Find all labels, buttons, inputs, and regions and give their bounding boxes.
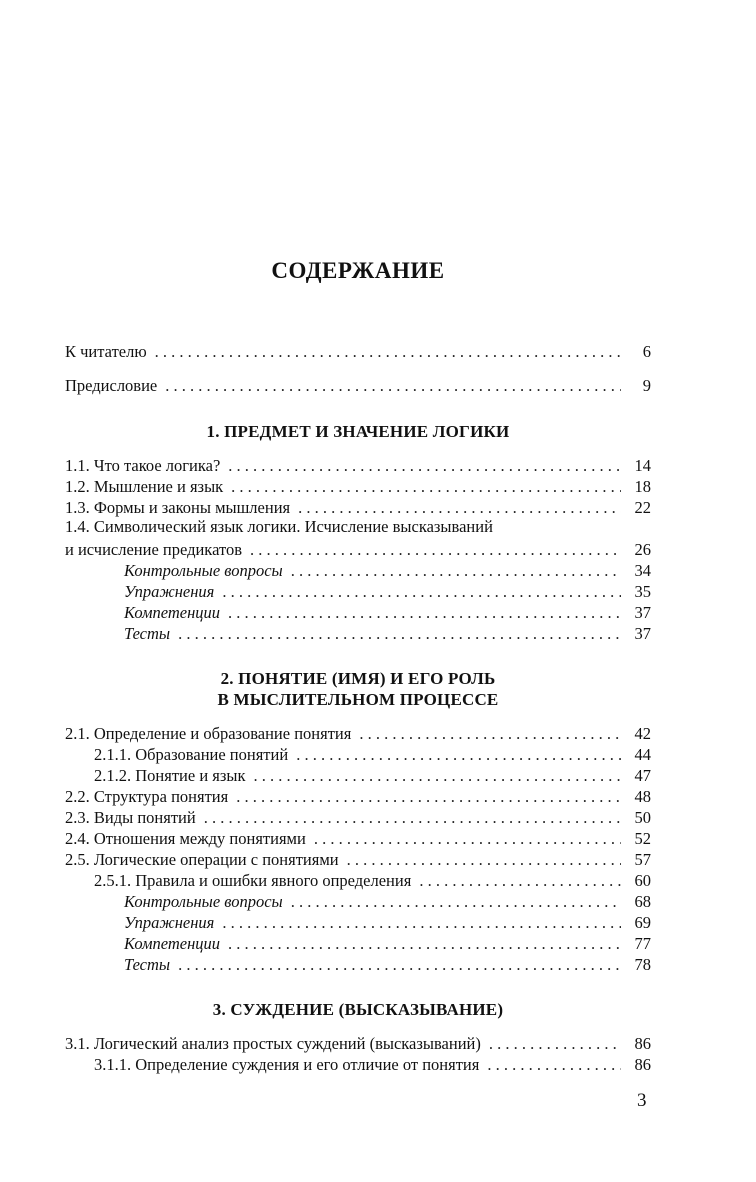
toc-entry-label: 2.1. Определение и образование понятия	[65, 724, 352, 743]
toc-entry[interactable]	[65, 1034, 651, 1054]
toc-entry-tests[interactable]	[124, 955, 651, 975]
toc-entry-competencies[interactable]	[124, 934, 651, 954]
toc-entry[interactable]	[65, 829, 651, 849]
dot-leader	[178, 955, 621, 975]
toc-entry[interactable]	[65, 787, 651, 807]
dot-leader	[347, 850, 621, 870]
toc-entry-control-questions[interactable]	[124, 561, 651, 581]
dot-leader	[228, 934, 621, 954]
dot-leader	[298, 498, 621, 518]
toc-entry-to-reader[interactable]	[65, 342, 651, 362]
toc-entry-label: 3.1. Логический анализ простых суждений (высказываний)	[65, 1034, 481, 1053]
dot-leader	[487, 1055, 621, 1075]
toc-entry-control-questions[interactable]	[124, 892, 651, 912]
toc-entry[interactable]	[94, 745, 651, 765]
dot-leader	[204, 808, 621, 828]
toc-entry-exercises[interactable]	[124, 582, 651, 602]
toc-entry-label: 1.1. Что такое логика?	[65, 456, 221, 475]
toc-entry[interactable]	[65, 456, 651, 476]
toc-entry-page: 37	[634, 624, 651, 643]
toc-entry-page: 50	[634, 808, 651, 827]
toc-entry-label: Контрольные вопросы	[124, 561, 283, 580]
toc-entry-label: Предисловие	[65, 376, 158, 395]
toc-entry[interactable]	[65, 850, 651, 870]
toc-entry-page: 86	[634, 1034, 651, 1053]
toc-entry-label: 2.5.1. Правила и ошибки явного определения	[94, 871, 412, 890]
toc-entry-page: 48	[634, 787, 651, 806]
toc-entry-label: Тесты	[124, 624, 171, 643]
toc-entry-label: 2.1.2. Понятие и язык	[94, 766, 246, 785]
dot-leader	[296, 745, 621, 765]
toc-entry[interactable]	[94, 871, 651, 891]
toc-entry[interactable]	[65, 724, 651, 744]
toc-entry-label: 3.1.1. Определение суждения и его отличие от понятия	[94, 1055, 480, 1074]
toc-entry-label: Упражнения	[124, 582, 215, 601]
section-heading-3: 3. СУЖДЕНИЕ (ВЫСКАЗЫВАНИЕ)	[212, 1000, 504, 1019]
toc-entry-page: 26	[634, 540, 651, 559]
toc-entry-page: 68	[634, 892, 651, 911]
dot-leader	[314, 829, 621, 849]
toc-entry-page: 18	[634, 477, 651, 496]
toc-entry-page: 42	[634, 724, 651, 743]
dot-leader	[231, 477, 621, 497]
toc-entry-label-line1[interactable]: 1.4. Символический язык логики. Исчисление высказываний	[65, 517, 493, 536]
toc-entry-page: 35	[634, 582, 651, 601]
page-number: 3	[637, 1090, 647, 1111]
dot-leader	[359, 724, 621, 744]
dot-leader	[250, 540, 621, 560]
toc-entry-label: 2.5. Логические операции с понятиями	[65, 850, 339, 869]
dot-leader	[228, 603, 621, 623]
dot-leader	[291, 892, 621, 912]
toc-entry-label: 1.2. Мышление и язык	[65, 477, 224, 496]
toc-entry-page: 34	[634, 561, 651, 580]
toc-entry-page: 14	[634, 456, 651, 475]
toc-entry-page: 86	[634, 1055, 651, 1074]
dot-leader	[222, 913, 621, 933]
page-title: СОДЕРЖАНИЕ	[271, 258, 445, 283]
toc-entry[interactable]	[94, 1055, 651, 1075]
toc-entry-tests[interactable]	[124, 624, 651, 644]
dot-leader	[228, 456, 621, 476]
toc-entry-label: К читателю	[65, 342, 147, 361]
dot-leader	[236, 787, 621, 807]
toc-entry-page: 44	[634, 745, 651, 764]
toc-entry[interactable]	[65, 808, 651, 828]
toc-entry-label: 1.3. Формы и законы мышления	[65, 498, 291, 517]
toc-entry-page: 22	[634, 498, 651, 517]
section-heading-line: В МЫСЛИТЕЛЬНОМ ПРОЦЕССЕ	[217, 690, 499, 709]
toc-entry-page: 69	[634, 913, 651, 932]
dot-leader	[178, 624, 621, 644]
toc-entry-label: Упражнения	[124, 913, 215, 932]
toc-entry-page: 6	[642, 342, 651, 361]
toc-entry-page: 77	[634, 934, 651, 953]
dot-leader	[155, 342, 621, 362]
toc-entry-label: Контрольные вопросы	[124, 892, 283, 911]
toc-entry-page: 52	[634, 829, 651, 848]
toc-entry-page: 78	[634, 955, 651, 974]
toc-entry-label: 2.4. Отношения между понятиями	[65, 829, 306, 848]
section-heading-line: 2. ПОНЯТИЕ (ИМЯ) И ЕГО РОЛЬ	[220, 669, 496, 688]
toc-entry-label: и исчисление предикатов	[65, 540, 243, 559]
toc-entry-competencies[interactable]	[124, 603, 651, 623]
toc-entry-page: 60	[634, 871, 651, 890]
toc-entry-label: Тесты	[124, 955, 171, 974]
dot-leader	[419, 871, 621, 891]
toc-entry-page: 37	[634, 603, 651, 622]
toc-entry-preface[interactable]	[65, 376, 651, 396]
toc-entry[interactable]	[65, 540, 651, 560]
dot-leader	[165, 376, 621, 396]
toc-entry-label: 2.1.1. Образование понятий	[94, 745, 289, 764]
toc-entry-label: Компетенции	[124, 934, 221, 953]
toc-entry-page: 57	[634, 850, 651, 869]
toc-entry[interactable]	[65, 477, 651, 497]
toc-entry-page: 47	[634, 766, 651, 785]
toc-entry-page: 9	[642, 376, 651, 395]
toc-entry-label: 2.3. Виды понятий	[65, 808, 196, 827]
dot-leader	[222, 582, 621, 602]
section-heading-2	[0, 668, 716, 710]
toc-entry-label: Компетенции	[124, 603, 221, 622]
dot-leader	[291, 561, 621, 581]
dot-leader	[254, 766, 622, 786]
toc-entry-exercises[interactable]	[124, 913, 651, 933]
toc-entry-label: 2.2. Структура понятия	[65, 787, 229, 806]
toc-entry[interactable]	[94, 766, 651, 786]
toc-entry[interactable]	[65, 498, 651, 518]
dot-leader	[489, 1034, 621, 1054]
section-heading-1: 1. ПРЕДМЕТ И ЗНАЧЕНИЕ ЛОГИКИ	[206, 422, 510, 441]
